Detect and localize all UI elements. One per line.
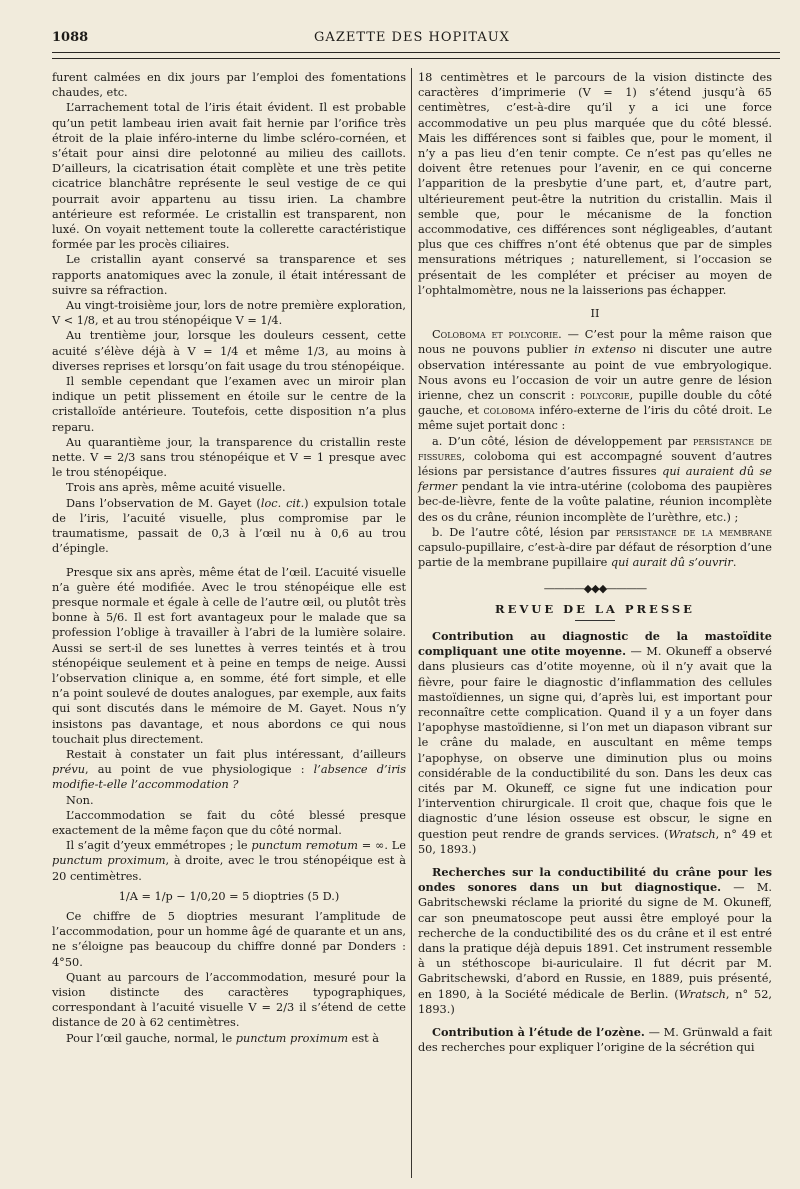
journal-title: GAZETTE DES HOPITAUX: [314, 30, 510, 45]
title-rule: [575, 620, 615, 621]
term: persistance de la membrane: [615, 525, 772, 539]
text-run: pendant la vie intra-utérine (coloboma des paupières bec-de-lièvre, fente de la voûte palatine, réunion incomplète des os du crâne, réunion incomplète de l’urèthre, etc.) ;: [418, 480, 772, 524]
paragraph: [52, 1031, 406, 1046]
text-run: Dans l’observation de M. Gayet (: [66, 496, 261, 510]
citation: loc. cit.: [260, 496, 305, 510]
page-header: [52, 30, 772, 50]
paragraph: [418, 525, 772, 571]
paragraph: [52, 496, 406, 557]
term: punctum proximum: [235, 1031, 349, 1045]
text-run: = ∞. Le: [357, 839, 406, 853]
header-rule-thin: [52, 58, 780, 59]
paragraph: [52, 747, 406, 793]
text-run: est à: [348, 1031, 380, 1045]
emphasis: prévu: [52, 763, 85, 777]
column-divider: [411, 68, 412, 1178]
article-title: Recherches sur la conductibilité du crâne pour les ondes sonores dans un but diagnostique.: [418, 864, 772, 895]
paragraph: 18 centimètres et le parcours de la vision distincte des caractères d’imprimerie (V = 1) s’étend jusqu’à 65 centimètres, c’est-à-dire qu’il y a ici une force accommodative un peu plus marquée que du côté blessé. Mais les différences sont si faibles que, pour le moment, il n’y a pas lieu d’en tenir compte. Ce n’est pas qu’elles ne doivent être retenues pour l’avenir, en ce qui concerne l’apparition de la presbytie d’une part, et, d’autre part, ultérieurement peut-être la nutrition du cristallin. Mais il semble que, pour le mécanisme de la fonction accommodative, ces différences sont négligeables, d’autant plus que ces chiffres n’ont été obtenus que par de simples mensurations métriques ; naturellement, si l’occasion se présentait de les compléter et préciser au moyen de l’ophtalmomètre, nous ne la laisserions pas échapper.: [418, 71, 772, 297]
text-run: b. De l’autre côté, lésion par: [432, 525, 616, 539]
article-title: Contribution au diagnostic de la mastoïdite compliquant une otite moyenne.: [418, 628, 772, 659]
text-run: , à droite, avec le trou sténopéique est à 20 centimètres.: [52, 854, 406, 883]
section-number: II: [590, 307, 600, 321]
paragraph: [418, 327, 772, 433]
text-run: Pour l’œil gauche, normal, le: [66, 1031, 236, 1045]
text-run: , au point de vue physiologique :: [84, 763, 314, 777]
paragraph: Il semble cependant que l’examen avec un miroir plan indique un petit plissement en étoile sur le centre de la cristalloïde antérieure. Toutefois, cette disposition n’a plus reparu.: [52, 375, 406, 434]
paragraph: Au vingt-troisième jour, lors de notre première exploration, V < 1/8, et au trou sténopéique V = 1/4.: [52, 299, 406, 328]
text-run: — M. Okuneff a observé dans plusieurs cas d’otite moyenne, où il n’y avait que la fièvre, pour faire le diagnostic d’inflammation des cellules mastoïdiennes, un signe qui, d’après lui, est important pour reconnaître cette complication. Quand il y a un foyer dans l’apophyse mastoïdienne, si l’on met un diapason vibrant sur le crâne du malade, en auscultant en même temps l’apophyse, on observe une diminution plus ou moins considérable de la conductibilité du son. Dans les deux cas cités par M. Okuneff, ce signe fut une indication pour l’intervention chirurgicale. Il croit que, chaque fois que le diagnostic d’une lésion osseuse est obscur, le signe en question peut rendre de grands services. (: [418, 645, 772, 841]
paragraph: [418, 434, 772, 525]
paragraph: L’accommodation se fait du côté blessé presque exactement de la même façon que du côté normal.: [52, 808, 406, 837]
article: [418, 1025, 772, 1055]
section-title: REVUE DE LA PRESSE: [495, 601, 695, 616]
text-run: — M. Gabritschewski réclame la priorité du signe de M. Okuneff, car son pneumatoscope peut aussi être employé pour la recherche de la conductibilité des os du crâne et il est entré dans la pratique déjà depuis 1891. Cet instrument ressemble à un stéthoscope bi-auriculaire. Il fut décrit par M. Gabritschewski, d’abord en Russie, en 1889, puis présenté, en 1890, à la Société médicale de Berlin. (: [418, 881, 772, 1001]
text-run: — C’est pour la même raison que nous ne pouvons publier: [418, 328, 772, 357]
paragraph: L’arrachement total de l’iris était évident. Il est probable qu’un petit lambeau irien avait fait hernie par l’orifice très étroit de la plaie inféro-interne du limbe scléro-cornéen, et s’était pour ainsi dire pelotonné au milieu des caillots. D’ailleurs, la cicatrisation était complète et une très petite cicatrice blanchâtre représente le seul vestige de ce qui pourrait avoir appartenu au tissu irien. La chambre antérieure est reformée. Le cristallin est transparent, non luxé. On voyait nettement toute la collerette caractéristique formée par les procès ciliaires.: [52, 101, 406, 252]
text-run: ) expulsion totale de l’iris, l’acuité visuelle, plus compromise par le traumatisme, passait de 0,3 à l’œil nu à 0,6 au trou d’épingle.: [52, 496, 407, 556]
question: l’absence d’iris modifie-t-elle l’accommodation ?: [52, 763, 407, 792]
paragraph: Quant au parcours de l’accommodation, mesuré pour la vision distincte des caractères typographiques, correspondant à l’acuité visuelle V = 2/3 il s’étend de cette distance de 20 à 62 centimètres.: [52, 970, 406, 1030]
term: coloboma: [483, 404, 535, 418]
spacer: [418, 857, 772, 865]
text-run: .: [732, 556, 737, 570]
paragraph: Le cristallin ayant conservé sa transparence et ses rapports anatomiques avec la zonule, il était intéressant de suivre sa réfraction.: [52, 253, 406, 297]
term: polycorie: [580, 389, 630, 403]
emphasis: qui aurait dû s’ouvrir: [610, 556, 733, 570]
ornament-divider: ————◆◆◆————: [543, 581, 647, 595]
page-number: 1088: [52, 30, 89, 45]
article-title: Contribution à l’étude de l’ozène.: [432, 1024, 645, 1039]
emphasis: qui auraient dû se fermer: [418, 465, 772, 494]
paragraph: furent calmées en dix jours par l’emploi des fomentations chaudes, etc.: [52, 71, 406, 100]
text-run: capsulo-pupillaire, c’est-à-dire par défaut de résorption d’une partie de la membrane pupillaire: [418, 541, 772, 570]
paragraph: Ce chiffre de 5 dioptries mesurant l’amplitude de l’accommodation, pour un homme âgé de quarante et un ans, ne s’éloigne pas beaucoup du chiffre donné par Donders : 4°50.: [52, 909, 406, 969]
header-rule: [52, 52, 780, 53]
text-run: a. D’un côté, lésion de développement par: [432, 434, 693, 448]
text-run: Il s’agit d’yeux emmétropes ; le: [66, 839, 252, 853]
source: Wratsch: [668, 827, 716, 841]
source: Wratsch: [678, 987, 726, 1001]
text-run: , pupille double du côté gauche, et: [418, 389, 772, 418]
text-run: , coloboma qui est accompagné souvent d’autres lésions par persistance d’autres fissures: [418, 449, 772, 479]
formula: 1/A = 1/p − 1/0,20 = 5 dioptries (5 D.): [118, 889, 340, 903]
paragraph: Non.: [66, 793, 94, 807]
text-run: inféro-externe de l’iris du côté droit. Le même sujet portait donc :: [418, 404, 773, 433]
spacer: [418, 1017, 772, 1025]
term: persistance de fissures: [418, 434, 772, 463]
paragraph: Presque six ans après, même état de l’œil. L’acuité visuelle n’a guère été modifiée. Avec le trou sténopéique elle est presque normale et égale à celle de l’autre œil, ou plutôt très bonne à 5/6. Il est fort avantageux pour le malade que sa profession l’oblige à travailler à l’abri de la lumière solaire. Aussi se sert-il de ses lunettes à verres teintés et à trou sténopéique seulement et à peine en temps de neige. Aussi l’observation clinique a, en somme, été fort simple, et elle n’a point soulevé de doutes analogues, par exemple, aux faits qui sont discutés dans le mémoire de M. Gayet. Nous n’y insistons pas davantage, et nous abordons ce qui nous touchait plus directement.: [52, 565, 406, 746]
term: punctum remotum: [251, 839, 358, 853]
left-column: [52, 70, 406, 1046]
text-run: Restait à constater un fait plus intéressant, d’ailleurs: [66, 747, 406, 761]
paragraph: Au trentième jour, lorsque les douleurs cessent, cette acuité s’élève déjà à V = 1/4 et même 1/3, au moins à diverses reprises et lorsqu’on fait usage du trou sténopéique.: [52, 329, 406, 373]
article: [418, 865, 772, 1017]
text-run: , n° 52, 1893.): [418, 987, 772, 1016]
right-column: [418, 70, 772, 1055]
paragraph: [52, 838, 406, 884]
text-run: ni discuter une autre observation intéressante au point de vue embryologique. Nous avons eu l’occasion de voir un autre genre de lésion irienne, chez un conscrit :: [418, 343, 773, 403]
text-run: — M. Grünwald a fait des recherches pour expliquer l’origine de la sécrétion qui: [418, 1025, 772, 1055]
term: punctum proximum: [52, 854, 166, 868]
paragraph: Au quarantième jour, la transparence du cristallin reste nette. V = 2/3 sans trou sténopéique et V = 1 presque avec le trou sténopéique.: [52, 435, 406, 480]
spacer: [52, 557, 406, 565]
article: [418, 629, 772, 857]
emphasis: in extenso: [574, 343, 636, 357]
subheading: Coloboma et polycorie.: [432, 328, 562, 342]
text-run: , n° 49 et 50, 1893.): [418, 827, 773, 856]
paragraph: Trois ans après, même acuité visuelle.: [66, 481, 286, 495]
